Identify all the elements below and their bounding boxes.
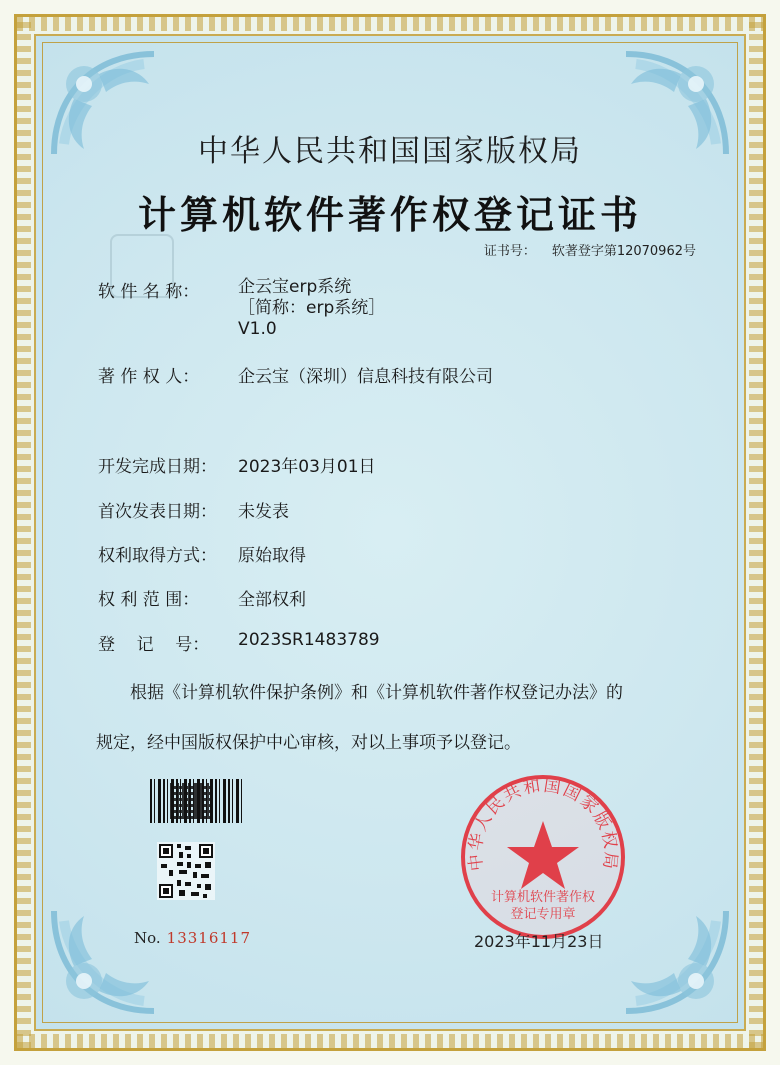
field-label: 权利取得方式： <box>98 546 217 566</box>
field-value: 全部权利 <box>238 590 306 610</box>
qr-code-icon <box>157 842 215 900</box>
field-dev-completion-date <box>98 452 376 477</box>
certificate-number <box>484 240 696 259</box>
field-value: 2023年03月01日 <box>238 457 376 477</box>
serial-number-label: No. <box>134 929 161 947</box>
field-label: 权 利 范 围： <box>98 590 200 610</box>
svg-text:计算机软件著作权: 计算机软件著作权 <box>490 890 596 905</box>
field-value: 未发表 <box>238 502 289 522</box>
statement-line-2: 规定，经中国版权保护中心审核，对以上事项予以登记。 <box>96 733 521 753</box>
certificate-title: 计算机软件著作权登记证书 <box>137 193 642 237</box>
software-version-line: V1.0 <box>238 319 277 339</box>
field-copyright-owner <box>98 362 493 387</box>
field-value <box>238 277 385 340</box>
barcode-icon <box>150 779 242 823</box>
field-registration-no <box>98 630 380 655</box>
software-name-line: 企云宝erp系统 <box>238 277 352 297</box>
serial-number <box>134 929 251 947</box>
field-rights-scope <box>98 585 306 610</box>
field-value: 2023SR1483789 <box>238 630 380 650</box>
field-label: 软 件 名 称： <box>98 282 200 302</box>
field-software-name <box>98 277 385 340</box>
field-acquisition-method <box>98 541 306 566</box>
field-value: 原始取得 <box>238 546 306 566</box>
statement-line-1: 根据《计算机软件保护条例》和《计算机软件著作权登记办法》的 <box>130 683 623 703</box>
issuer-title: 中华人民共和国国家版权局 <box>198 134 582 169</box>
corner-ornament-icon <box>616 901 736 1021</box>
field-label: 著 作 权 人： <box>98 367 200 387</box>
field-value: 企云宝（深圳）信息科技有限公司 <box>238 367 493 387</box>
svg-text:中华人民共和国国家版权局: 中华人民共和国国家版权局 <box>465 775 621 873</box>
registration-statement <box>96 668 696 768</box>
certificate-number-value: 软著登字第12070962号 <box>551 244 696 259</box>
software-short-name-line: ［简称：erp系统］ <box>238 298 386 318</box>
corner-ornament-icon <box>44 901 164 1021</box>
field-label: 首次发表日期： <box>98 502 217 522</box>
svg-text:登记专用章: 登记专用章 <box>510 907 576 922</box>
certificate-number-label: 证书号： <box>483 244 536 259</box>
field-label: 开发完成日期： <box>98 457 217 477</box>
field-label: 登 记 号： <box>98 635 210 655</box>
field-first-publish-date <box>98 497 289 522</box>
official-seal-stamp <box>459 773 627 941</box>
issue-date: 2023年11月23日 <box>474 932 604 951</box>
serial-number-value: 13316117 <box>166 929 252 947</box>
